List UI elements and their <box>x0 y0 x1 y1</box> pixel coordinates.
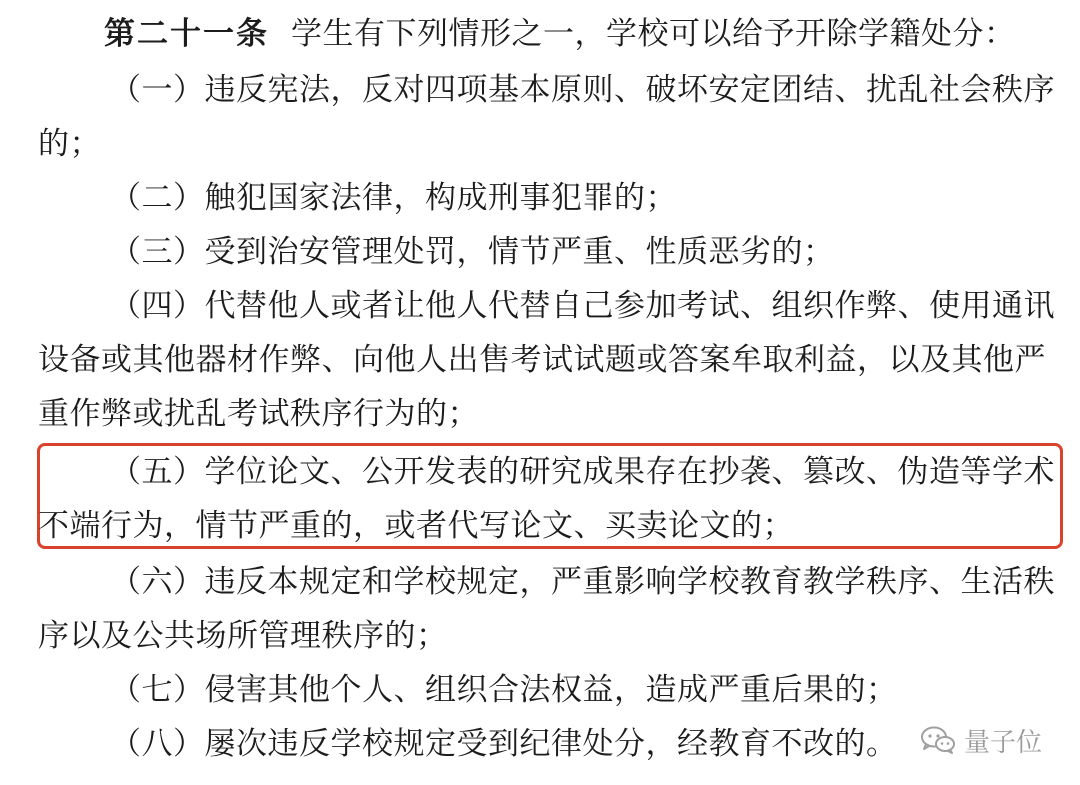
clause-3-line-1: （三）受到治安管理处罚，情节严重、性质恶劣的； <box>110 234 835 270</box>
article-intro: 学生有下列情形之一，学校可以给予开除学籍处分： <box>291 16 1016 52</box>
clause-4-line-2: 设备或其他器材作弊、向他人出售考试试题或答案牟取利益，以及其他严 <box>38 342 1046 378</box>
clause-1-line-2: 的； <box>38 126 101 162</box>
wechat-icon <box>920 725 956 755</box>
watermark <box>920 720 1042 760</box>
clause-5-line-2: 不端行为，情节严重的，或者代写论文、买卖论文的； <box>38 508 794 544</box>
clause-8-line-1: （八）屡次违反学校规定受到纪律处分，经教育不改的。 <box>110 726 898 762</box>
clause-7-line-1: （七）侵害其他个人、组织合法权益，造成严重后果的； <box>110 672 898 708</box>
clause-4-line-3: 重作弊或扰乱考试秩序行为的； <box>38 396 479 432</box>
clause-4-line-1: （四）代替他人或者让他人代替自己参加考试、组织作弊、使用通讯 <box>110 288 1055 324</box>
clause-6-line-2: 序以及公共场所管理秩序的； <box>38 618 448 654</box>
article-heading: 第二十一条 <box>104 16 269 52</box>
watermark-text: 量子位 <box>964 727 1043 758</box>
article-intro-line <box>104 14 1080 54</box>
clause-2-line-1: （二）触犯国家法律，构成刑事犯罪的； <box>110 180 677 216</box>
clause-5-line-1: （五）学位论文、公开发表的研究成果存在抄袭、篡改、伪造等学术 <box>110 454 1055 490</box>
clause-6-line-1: （六）违反本规定和学校规定，严重影响学校教育教学秩序、生活秩 <box>110 564 1055 600</box>
clause-1-line-1: （一）违反宪法，反对四项基本原则、破坏安定团结、扰乱社会秩序 <box>110 72 1055 108</box>
